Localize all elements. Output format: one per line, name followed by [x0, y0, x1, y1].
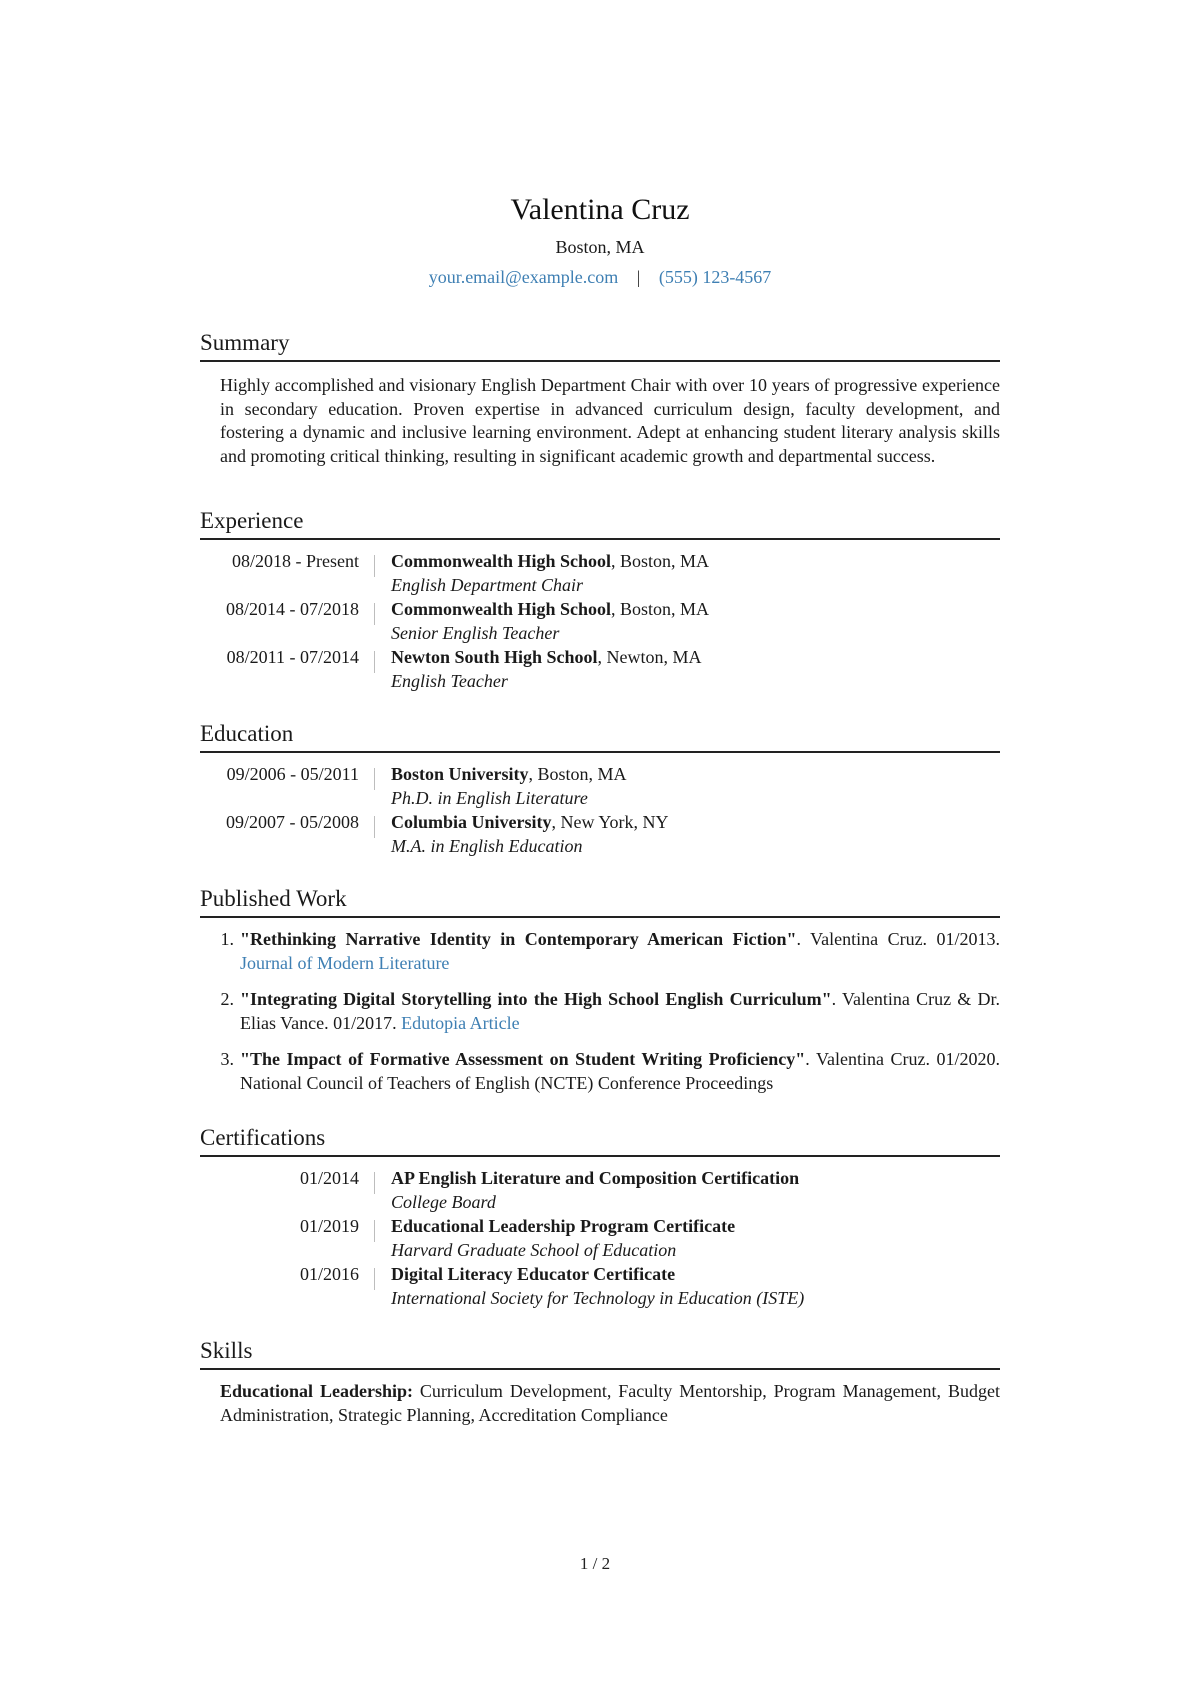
experience-entry — [200, 646, 1000, 693]
entry-date: 09/2006 - 05/2011 — [200, 763, 375, 810]
publication-title: "Integrating Digital Storytelling into the High School English Curriculum" — [240, 989, 832, 1009]
candidate-location: Boston, MA — [555, 237, 645, 257]
entry-body — [375, 1167, 1000, 1214]
entry-body — [375, 1263, 1000, 1310]
publication-details: . Valentina Cruz & Dr. Elias Vance. 01/2017. — [240, 989, 1000, 1033]
entry-place: , Boston, MA — [611, 551, 710, 571]
publication-item — [200, 988, 1000, 1035]
entry-date: 08/2014 - 07/2018 — [200, 598, 375, 645]
publication-venue-link[interactable]: Edutopia Article — [401, 1012, 520, 1033]
certification-issuer: International Society for Technology in Education (ISTE) — [391, 1287, 805, 1308]
skill-list: Curriculum Development, Faculty Mentorship, Program Management, Budget Administration, Strategic Planning, Accreditation Compliance — [220, 1381, 1000, 1425]
certification-name: AP English Literature and Composition Certification — [391, 1168, 800, 1188]
resume-page — [200, 190, 1000, 1427]
certification-entry — [200, 1263, 1000, 1310]
entry-place: , Boston, MA — [528, 764, 627, 784]
section-title-skills: Skills — [200, 1336, 1000, 1370]
certification-entry — [200, 1167, 1000, 1214]
publication-number: 2. — [220, 989, 234, 1009]
entry-body — [375, 763, 1000, 810]
education-entry — [200, 763, 1000, 810]
publication-number: 3. — [220, 1049, 234, 1069]
candidate-name: Valentina Cruz — [510, 193, 690, 226]
skills-text — [220, 1380, 1000, 1427]
entry-organization: Newton South High School — [391, 647, 598, 667]
entry-organization: Commonwealth High School — [391, 599, 612, 619]
publication-number: 1. — [220, 929, 234, 949]
contact-line — [200, 264, 1000, 290]
entry-body — [375, 811, 1000, 858]
entry-date: 09/2007 - 05/2008 — [200, 811, 375, 858]
entry-body — [375, 646, 1000, 693]
publication-title: "Rethinking Narrative Identity in Contemporary American Fiction" — [240, 929, 797, 949]
certification-issuer: Harvard Graduate School of Education — [391, 1239, 677, 1260]
summary-section — [200, 328, 1000, 468]
entry-organization: Columbia University — [391, 812, 552, 832]
certification-issuer: College Board — [391, 1191, 496, 1212]
experience-entry — [200, 598, 1000, 645]
publication-text — [240, 1048, 1000, 1095]
entry-body — [375, 598, 1000, 645]
page-number: 1 / 2 — [579, 1554, 611, 1573]
education-section — [200, 719, 1000, 858]
skill-category-label: Educational Leadership: — [220, 1381, 413, 1401]
certification-name: Educational Leadership Program Certificate — [391, 1216, 736, 1236]
entry-place: , Newton, MA — [597, 647, 702, 667]
publication-text — [240, 988, 1000, 1035]
entry-date: 08/2011 - 07/2014 — [200, 646, 375, 693]
section-title-experience: Experience — [200, 506, 1000, 540]
entry-role: English Department Chair — [391, 574, 583, 595]
certifications-section — [200, 1123, 1000, 1310]
section-title-education: Education — [200, 719, 1000, 753]
entry-role: Senior English Teacher — [391, 622, 560, 643]
resume-header — [200, 190, 1000, 290]
entry-date: 01/2016 — [200, 1263, 375, 1310]
contact-separator: | — [636, 267, 641, 287]
entry-date: 01/2019 — [200, 1215, 375, 1262]
publication-venue-link[interactable]: Journal of Modern Literature — [240, 952, 450, 973]
summary-text: Highly accomplished and visionary English Department Chair with over 10 years of progressive experience in secondary education. Proven expertise in advanced curriculum design, faculty development, and fostering a dynamic and inclusive learning environment. Adept at enhancing student literary analysis skills and promoting critical thinking, resulting in significant academic growth and departmental success. — [220, 375, 1000, 466]
entry-organization: Boston University — [391, 764, 529, 784]
publication-details: . Valentina Cruz. 01/2013. — [796, 929, 1000, 949]
entry-role: English Teacher — [391, 670, 508, 691]
entry-degree: Ph.D. in English Literature — [391, 787, 588, 808]
experience-section — [200, 506, 1000, 693]
phone-link[interactable]: (555) 123-4567 — [658, 267, 772, 287]
section-title-certifications: Certifications — [200, 1123, 1000, 1157]
publication-title: "The Impact of Formative Assessment on Student Writing Proficiency" — [240, 1049, 806, 1069]
entry-organization: Commonwealth High School — [391, 551, 612, 571]
entry-place: , Boston, MA — [611, 599, 710, 619]
publication-item — [200, 928, 1000, 975]
entry-body — [375, 550, 1000, 597]
publication-list — [200, 928, 1000, 1095]
publication-text — [240, 928, 1000, 975]
experience-entry — [200, 550, 1000, 597]
publication-item — [200, 1048, 1000, 1095]
certification-entry — [200, 1215, 1000, 1262]
published-section — [200, 884, 1000, 1095]
email-link[interactable]: your.email@example.com — [428, 267, 619, 287]
education-list — [200, 763, 1000, 858]
entry-body — [375, 1215, 1000, 1262]
experience-list — [200, 550, 1000, 693]
section-title-published: Published Work — [200, 884, 1000, 918]
publication-details: . Valentina Cruz. 01/2020. National Council of Teachers of English (NCTE) Conference Proceedings — [240, 1049, 1000, 1093]
section-title-summary: Summary — [200, 328, 1000, 362]
entry-date: 01/2014 — [200, 1167, 375, 1214]
entry-date: 08/2018 - Present — [200, 550, 375, 597]
certification-list — [200, 1167, 1000, 1310]
skills-section — [200, 1336, 1000, 1427]
certification-name: Digital Literacy Educator Certificate — [391, 1264, 676, 1284]
entry-place: , New York, NY — [551, 812, 669, 832]
entry-degree: M.A. in English Education — [391, 835, 583, 856]
education-entry — [200, 811, 1000, 858]
